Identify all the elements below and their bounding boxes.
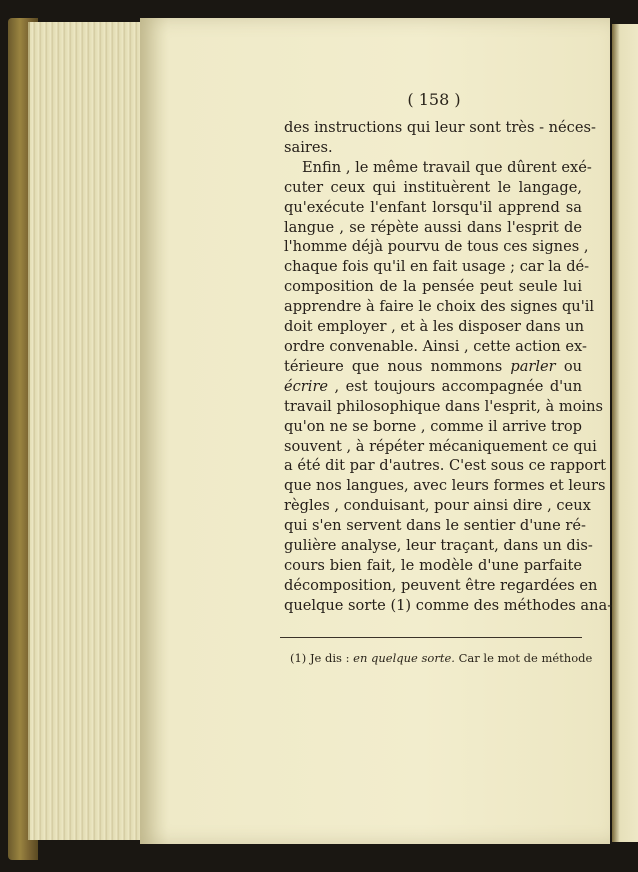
- paragraph: [284, 118, 596, 158]
- text-line: qu'exécute l'enfant lorsqu'il apprend sa: [284, 198, 582, 216]
- text-line: décomposition, peuvent être regardées en: [284, 576, 598, 594]
- text-line: qui s'en servent dans le sentier d'une ré-: [284, 517, 586, 535]
- footnote-rule: [280, 637, 582, 638]
- text-line: règles , conduisant, pour ainsi dire , ceux: [284, 497, 591, 515]
- paragraph: [284, 158, 613, 616]
- text-line: térieure que nous nommons parler ou: [284, 357, 582, 375]
- text-line: l'homme déjà pourvu de tous ces signes ,: [284, 238, 589, 256]
- text-line: chaque fois qu'il en fait usage ; car la dé-: [284, 258, 590, 276]
- text-line: cours bien fait, le modèle d'une parfaite: [284, 556, 582, 574]
- text-line: qu'on ne se borne , comme il arrive trop: [284, 417, 582, 435]
- body-text: [284, 118, 613, 616]
- page-block-edges: [28, 22, 152, 840]
- text-line: que nos langues, avec leurs formes et leurs: [284, 477, 606, 495]
- text-line: doit employer , et à les disposer dans un: [284, 318, 584, 336]
- text-line: écrire , est toujours accompagnée d'un: [284, 377, 582, 395]
- text-line: composition de la pensée peut seule lui: [284, 278, 582, 296]
- footnote: [290, 651, 593, 665]
- text-line: saires.: [284, 138, 333, 156]
- text-line: quelque sorte (1) comme des méthodes ana-: [284, 596, 613, 614]
- text-line: souvent , à répéter mécaniquement ce qui: [284, 437, 597, 455]
- footnote-italic: en quelque sorte.: [353, 651, 455, 665]
- page-number: ( 158 ): [407, 90, 461, 109]
- text-line: apprendre à faire le choix des signes qu'il: [284, 298, 595, 316]
- text-line: cuter ceux qui instituèrent le langage,: [284, 178, 582, 196]
- footnote-text: Car le mot de méthode: [458, 651, 593, 665]
- text-line: ordre convenable. Ainsi , cette action ex-: [284, 337, 587, 355]
- text-line: des instructions qui leur sont très - néces-: [284, 119, 596, 136]
- facing-page-edge: [612, 24, 638, 842]
- text-line: a été dit par d'autres. C'est sous ce rapport: [284, 457, 607, 475]
- text-line: Enfin , le même travail que dûrent exé-: [302, 158, 592, 176]
- text-line: travail philosophique dans l'esprit, à moins: [284, 397, 604, 415]
- text-line: langue , se répète aussi dans l'esprit de: [284, 218, 582, 236]
- text-line: gulière analyse, leur traçant, dans un dis-: [284, 537, 593, 555]
- footnote-marker: (1) Je dis :: [290, 651, 350, 665]
